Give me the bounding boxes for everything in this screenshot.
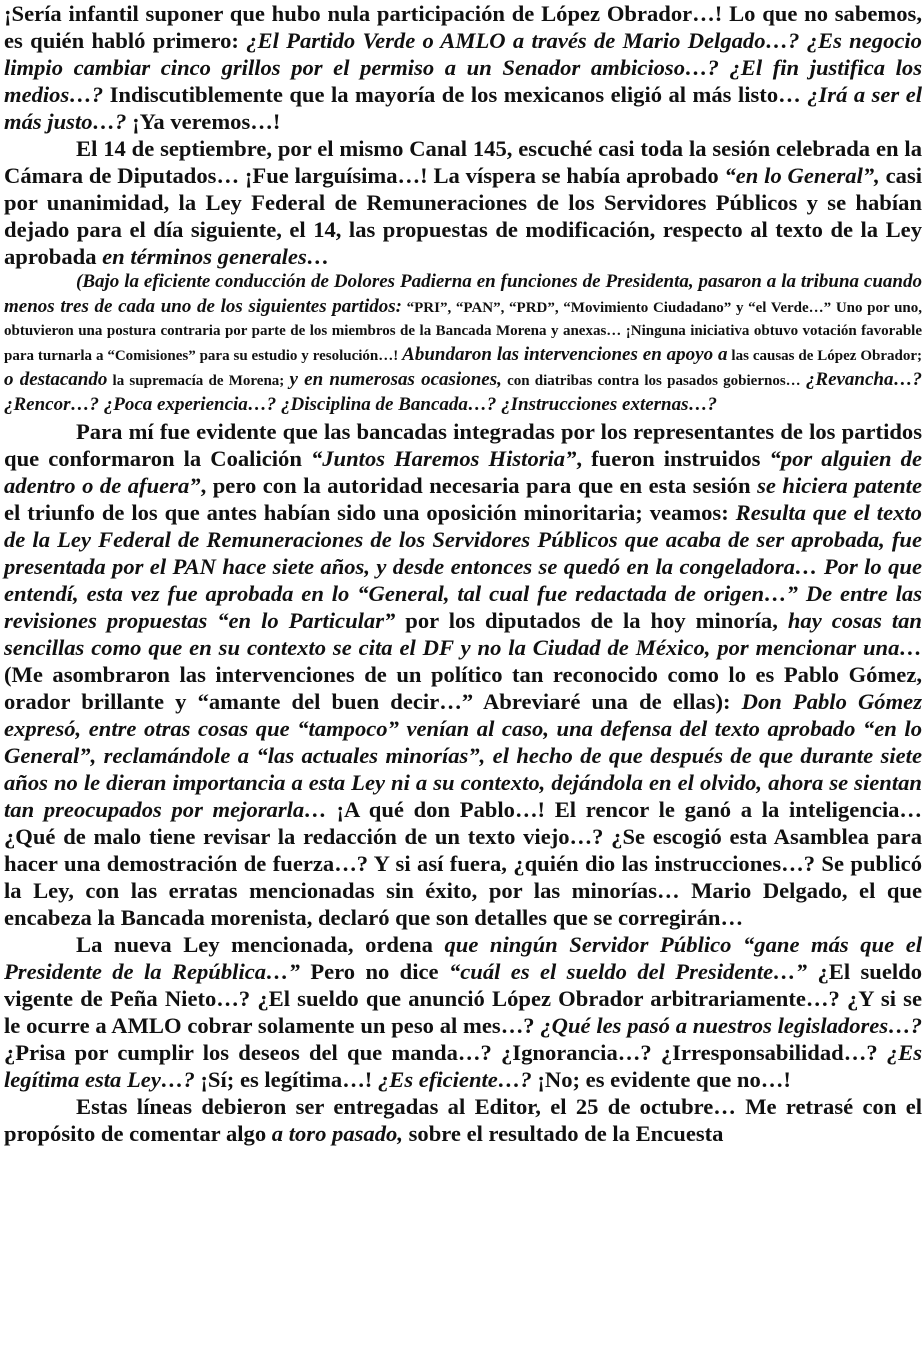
p2-segment-1: “en lo General”,	[724, 163, 880, 188]
p6-segment-1: a toro pasado,	[271, 1121, 403, 1146]
p5-segment-4: ¿El sueldo vigente de Peña Nieto…? ¿El sueldo que anunció López Obrador arbitrariamente…? ¿Y si se le ocurre a AMLO cobrar solamente un peso al mes…?	[4, 959, 922, 1038]
p3-segment-6: y en numerosas ocasiones,	[289, 369, 502, 390]
p3-segment-3: las causas de López Obrador;	[727, 348, 923, 364]
p5-segment-1: que ningún Servidor Público “gane más que el Presidente de la República…”	[4, 932, 923, 984]
p4-segment-5: se hiciera patente	[757, 473, 922, 498]
p1-segment-4: ¡Ya veremos…!	[126, 109, 281, 134]
p4-segment-11: Don Pablo Gómez expresó, entre otras cosas que “tampoco” venían al caso, una defensa del texto aprobado “en lo General”, reclamándole a “las actuales minorías”, el hecho de que después de que durante siete años no le dieran importancia a esta Ley ni a su contexto, dejándola en el olvido, ahora se sientan tan preocupados por mejorarla…	[4, 689, 922, 822]
p4-segment-6: el triunfo de los que antes habían sido una oposición minoritaria; veamos:	[4, 500, 736, 525]
p6-segment-2: sobre el resultado de la Encuesta	[402, 1121, 724, 1146]
p2-segment-0: El 14 de septiembre, por el mismo Canal 145, escuché casi toda la sesión celebrada en la Cámara de Diputados… ¡Fue larguísima…! La víspera se había aprobado	[4, 136, 922, 188]
p5-segment-5: ¿Qué les pasó a nuestros legisladores…?	[540, 1013, 922, 1038]
paragraph-5	[4, 931, 922, 1093]
p4-segment-0: Para mí fue evidente que las bancadas integradas por los representantes de los partidos que conformaron la Coalición	[4, 419, 922, 471]
p1-segment-1: ¿El Partido Verde o AMLO a través de Mario Delgado…? ¿Es negocio limpio cambiar cinco grillos por el permiso a un Senador ambicioso…? ¿El fin justifica los medios…?	[4, 28, 922, 107]
p5-segment-7: ¿Es legítima esta Ley…?	[4, 1040, 922, 1092]
paragraph-6	[4, 1093, 922, 1147]
p1-segment-0: ¡Sería infantil suponer que hubo nula participación de López Obrador…! Lo que no sabemos, es quién habló primero:	[4, 1, 922, 53]
p4-segment-7: Resulta que el texto de la Ley Federal de Remuneraciones de los Servidores Públicos que acaba de ser aprobada, fue presentada por el PAN hace siete años, y desde entonces se quedó en la congeladora… Por lo que entendí, esta vez fue aprobada en lo “General, tal cual fue redactada de origen…” De entre las revisiones propuestas “en lo Particular”	[4, 500, 922, 633]
paragraph-4	[4, 418, 922, 931]
p3-segment-7: con diatribas contra los pasados gobiernos…	[501, 373, 806, 389]
p4-segment-10: (Me asombraron las intervenciones de un político tan reconocido como lo es Pablo Gómez, orador brillante y “amante del buen decir…” Abreviaré una de ellas):	[4, 662, 922, 714]
p4-segment-12: ¡A qué don Pablo…! El rencor le ganó a la inteligencia… ¿Qué de malo tiene revisar la redacción de un texto viejo…? ¿Se escogió esta Asamblea para hacer una demostración de fuerza…? Y si así fuera, ¿quién dio las instrucciones…? Se publicó la Ley, con las erratas mencionadas sin éxito, por las minorías… Mario Delgado, el que encabeza la Bancada morenista, declaró que son detalles que se corregirán…	[4, 797, 923, 930]
p5-segment-2: Pero no dice	[299, 959, 449, 984]
p5-segment-10: ¡No; es evidente que no…!	[531, 1067, 791, 1092]
paragraph-1	[4, 0, 922, 135]
p3-segment-1: “PRI”, “PAN”, “PRD”, “Movimiento Ciudadano” y “el Verde…” Uno por uno, obtuvieron una postura contraria por parte de los miembros de la Bancada Morena y anexas… ¡Ninguna iniciativa obtuvo votación favorable para turnarla a “Comisiones” para su estudio y resolución…!	[4, 300, 923, 364]
paragraph-2	[4, 135, 922, 270]
p3-segment-2: Abundaron las intervenciones en apoyo a	[402, 344, 728, 365]
p4-segment-4: , pero con la autoridad necesaria para que en esta sesión	[200, 473, 758, 498]
p3-segment-8: ¿Revancha…? ¿Rencor…? ¿Poca experiencia…? ¿Disciplina de Bancada…? ¿Instrucciones externas…?	[4, 369, 922, 415]
p4-segment-8: por los diputados de la hoy minoría,	[395, 608, 788, 633]
p5-segment-6: ¿Prisa por cumplir los deseos del que manda…? ¿Ignorancia…? ¿Irresponsabilidad…?	[4, 1040, 887, 1065]
p4-segment-9: hay cosas tan sencillas como que en su contexto se cita el DF y no la Ciudad de México, por mencionar una…	[4, 608, 922, 660]
p5-segment-8: ¡Sí; es legítima…!	[194, 1067, 378, 1092]
p6-segment-0: Estas líneas debieron ser entregadas al Editor, el 25 de octubre… Me retrasé con el propósito de comentar algo	[4, 1094, 922, 1146]
p3-segment-0: (Bajo la eficiente conducción de Dolores Padierna en funciones de Presidenta, pasaron a la tribuna cuando menos tres de cada uno de los siguientes partidos:	[4, 271, 922, 317]
p4-segment-2: , fueron instruidos	[576, 446, 770, 471]
p4-segment-1: “Juntos Haremos Historia”	[310, 446, 577, 471]
paragraph-3-quote	[4, 270, 922, 418]
p1-segment-2: Indiscutiblemente que la mayoría de los mexicanos eligió al más listo…	[103, 82, 808, 107]
p2-segment-2: casi por unanimidad, la Ley Federal de Remuneraciones de los Servidores Públicos y se habían dejado para el día siguiente, el 14, las propuestas de modificación, respecto al texto de la Ley aprobada	[4, 163, 923, 269]
p3-segment-5: la supremacía de Morena;	[107, 373, 290, 389]
p4-segment-3: “por alguien de adentro o de afuera”	[4, 446, 922, 498]
p5-segment-9: ¿Es eficiente…?	[377, 1067, 532, 1092]
p5-segment-0: La nueva Ley mencionada, ordena	[76, 932, 445, 957]
p1-segment-3: ¿Irá a ser el más justo…?	[4, 82, 922, 134]
p5-segment-3: “cuál es el sueldo del Presidente…”	[448, 959, 808, 984]
p3-segment-4: o destacando	[4, 369, 108, 390]
p2-segment-3: en términos generales…	[102, 244, 330, 269]
